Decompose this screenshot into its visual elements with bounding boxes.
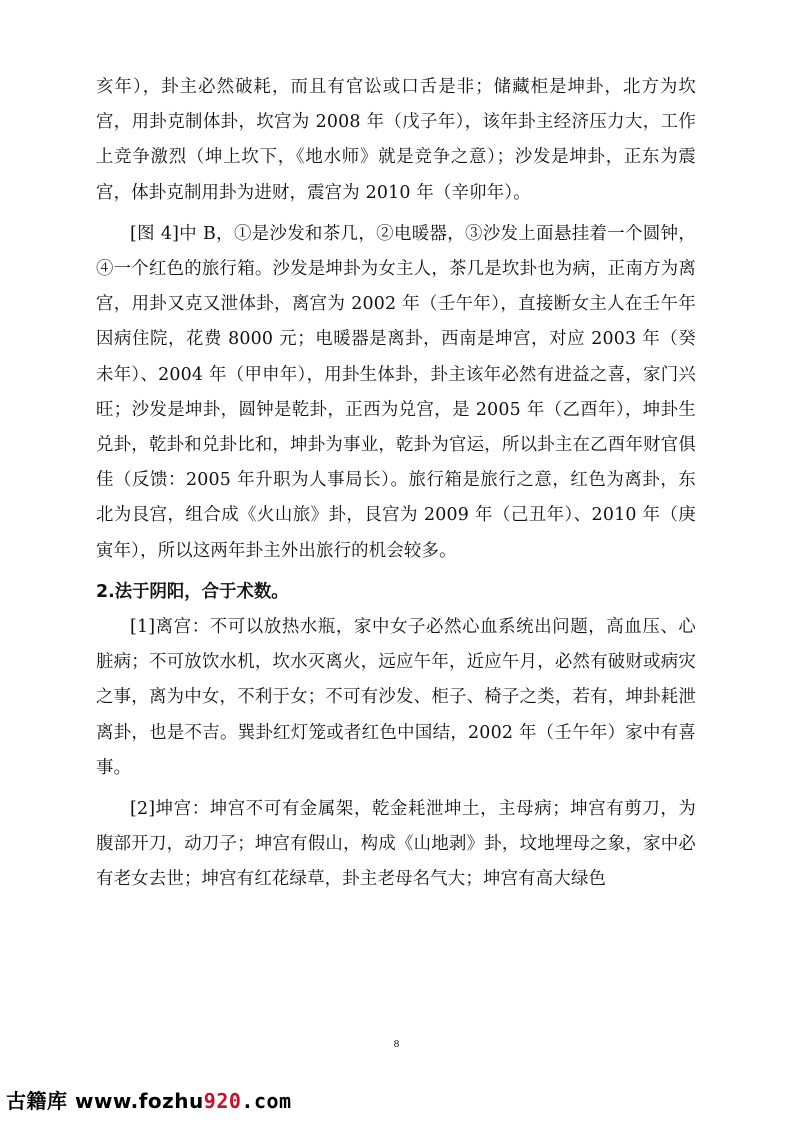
section-heading: 2.法于阴阳，合于术数。 xyxy=(96,581,289,602)
page-number: 8 xyxy=(393,1038,400,1050)
site-watermark xyxy=(6,1085,292,1114)
paragraph-li-gong: [1]离宫：不可以放热水瓶，家中女子必然心血系统出问题，高血压、心脏病；不可放饮水机，坎水灭离火，远应午年，近应午月，必然有破财或病灾之事，离为中女，不利于女；不可有沙发、柜子、椅子之类，若有，坤卦耗泄离卦，也是不吉。巽卦红灯笼或者红色中国结，2002 年（壬午年）家中有喜事。 xyxy=(96,617,696,778)
page-body xyxy=(96,70,696,898)
watermark-prefix: 古籍库 www.fozhu xyxy=(6,1089,204,1113)
watermark-suffix: .com xyxy=(241,1089,292,1113)
paragraph-kun-gong: [2]坤宫：坤宫不可有金属架，乾金耗泄坤土，主母病；坤宫有剪刀，为腹部开刀，动刀子；坤宫有假山，构成《山地剥》卦，坟地埋母之象，家中必有老女去世；坤宫有红花绿草，卦主老母名气大；坤宫有高大绿色 xyxy=(96,799,696,890)
paragraph-continued: 亥年），卦主必然破耗，而且有官讼或口舌是非；储藏柜是坤卦，北方为坎宫，用卦克制体卦，坎宫为 2008 年（戊子年），该年卦主经济压力大，工作上竞争激烈（坤上坎下，《地水师》就是竞争之意）；沙发是坤卦，正东为震宫，体卦克制用卦为进财，震宫为 2010 年（辛卯年）。 xyxy=(96,77,696,203)
paragraph-figure-4b: [图 4]中 B，①是沙发和茶几，②电暖器，③沙发上面悬挂着一个圆钟，④一个红色的旅行箱。沙发是坤卦为女主人，茶几是坎卦也为病，正南方为离宫，用卦又克又泄体卦，离宫为 2002 年（壬午年），直接断女主人在壬午年因病住院，花费 8000 元；电暖器是离卦，西南是坤宫，对应 2003 年（癸未年）、2004 年（甲申年），用卦生体卦，卦主该年必然有进益之喜，家门兴旺；沙发是坤卦，圆钟是乾卦，正西为兑宫，是 2005 年（乙酉年），坤卦生兑卦，乾卦和兑卦比和，坤卦为事业，乾卦为官运，所以卦主在乙酉年财官俱佳（反馈：2005 年升职为人事局长）。旅行箱是旅行之意，红色为离卦，东北为艮宫，组合成《火山旅》卦，艮宫为 2009 年（己丑年）、2010 年（庚寅年），所以这两年卦主外出旅行的机会较多。 xyxy=(96,223,696,561)
watermark-digits: 920 xyxy=(203,1089,242,1113)
